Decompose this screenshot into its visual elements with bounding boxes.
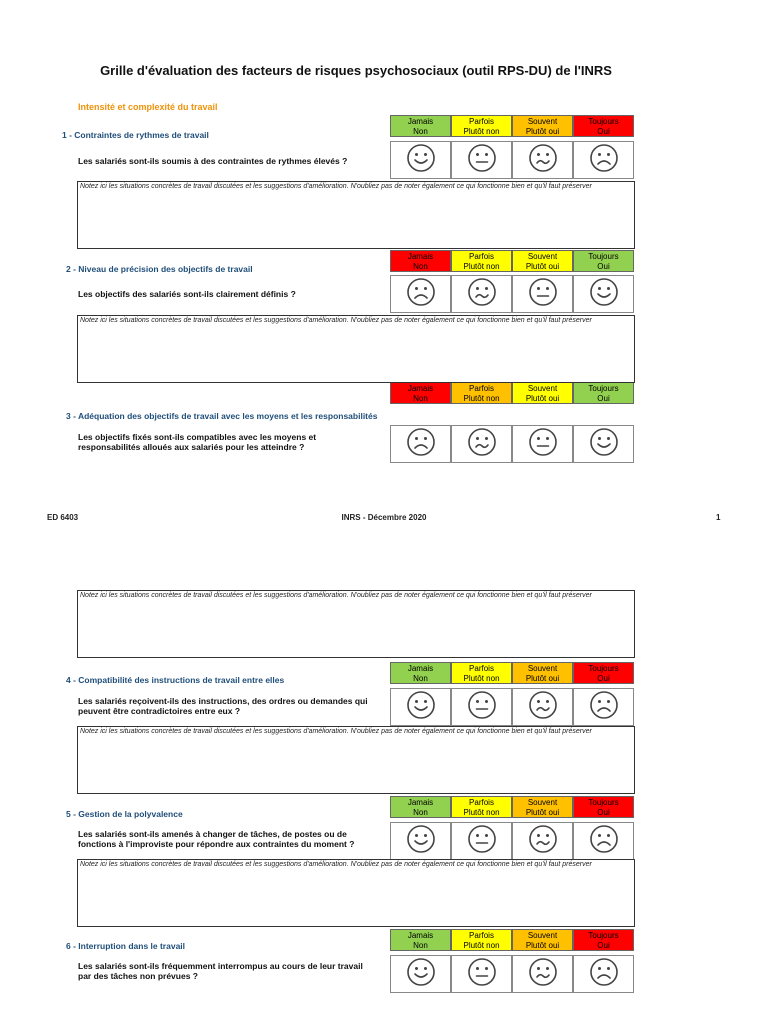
answer-option-1[interactable] <box>390 688 451 726</box>
answer-agreement-label: Non <box>413 127 428 136</box>
notes-textarea[interactable]: Notez ici les situations concrètes de travail discutées et les suggestions d'amélioration. N'oubliez pas de noter également ce qui fonctionne bien et qu'il faut préserver <box>77 590 635 658</box>
answer-frequency-label: Parfois <box>469 384 494 393</box>
question-text: Les salariés sont-ils amenés à changer de tâches, de postes ou de fonctions à l'improviste pour répondre aux contraintes du moment ? <box>78 829 355 849</box>
answer-header-1 <box>390 929 451 951</box>
notes-textarea[interactable]: Notez ici les situations concrètes de travail discutées et les suggestions d'amélioration. N'oubliez pas de noter également ce qui fonctionne bien et qu'il faut préserver <box>77 181 635 249</box>
answer-agreement-label: Non <box>413 808 428 817</box>
answer-option-2[interactable] <box>451 425 512 463</box>
answer-option-3[interactable] <box>512 141 573 179</box>
answer-frequency-label: Toujours <box>588 931 619 940</box>
answer-frequency-label: Souvent <box>527 664 558 673</box>
answer-frequency-label: Souvent <box>527 117 558 126</box>
sad-face-icon <box>406 427 436 462</box>
question-text: Les salariés sont-ils fréquemment interrompus au cours de leur travail par des tâches non prévues ? <box>78 961 363 981</box>
answer-header-4 <box>573 929 634 951</box>
answer-frequency-label: Toujours <box>588 117 619 126</box>
worried-face-icon <box>528 690 558 725</box>
answer-agreement-label: Non <box>413 394 428 403</box>
answer-option-1[interactable] <box>390 425 451 463</box>
answer-frequency-label: Jamais <box>407 117 434 126</box>
answer-header-4 <box>573 662 634 684</box>
answer-frequency-label: Souvent <box>527 252 558 261</box>
answer-header-3 <box>512 796 573 818</box>
answer-header-3 <box>512 662 573 684</box>
answer-option-3[interactable] <box>512 275 573 313</box>
answer-header-1 <box>390 796 451 818</box>
answer-option-4[interactable] <box>573 425 634 463</box>
answer-agreement-label: Oui <box>597 127 610 136</box>
answer-frequency-label: Toujours <box>588 664 619 673</box>
worried-face-icon <box>528 143 558 178</box>
answer-option-3[interactable] <box>512 425 573 463</box>
question-heading: 4 - Compatibilité des instructions de travail entre elles <box>66 675 285 685</box>
answer-frequency-label: Jamais <box>407 252 434 261</box>
answer-agreement-label: Plutôt non <box>463 808 500 817</box>
answer-header-2 <box>451 662 512 684</box>
answer-option-4[interactable] <box>573 688 634 726</box>
question-text: Les salariés reçoivent-ils des instructions, des ordres ou demandes qui peuvent être contradictoires entre eux ? <box>78 696 368 716</box>
neutral-face-icon <box>467 824 497 859</box>
answer-agreement-label: Plutôt oui <box>525 941 560 950</box>
notes-textarea[interactable]: Notez ici les situations concrètes de travail discutées et les suggestions d'amélioration. N'oubliez pas de noter également ce qui fonctionne bien et qu'il faut préserver <box>77 859 635 927</box>
answer-header-2 <box>451 250 512 272</box>
answer-agreement-label: Plutôt oui <box>525 808 560 817</box>
answer-agreement-label: Plutôt oui <box>525 262 560 271</box>
answer-header-2 <box>451 929 512 951</box>
answer-header-2 <box>451 115 512 137</box>
neutral-face-icon <box>528 427 558 462</box>
answer-frequency-label: Parfois <box>469 252 494 261</box>
question-text: Les salariés sont-ils soumis à des contraintes de rythmes élevés ? <box>78 156 348 166</box>
answer-frequency-label: Parfois <box>469 664 494 673</box>
question-heading: 5 - Gestion de la polyvalence <box>66 809 183 819</box>
worried-face-icon <box>467 427 497 462</box>
answer-option-4[interactable] <box>573 275 634 313</box>
question-text: Les objectifs fixés sont-ils compatibles avec les moyens et responsabilités alloués aux salariés pour les atteindre ? <box>78 432 317 452</box>
answer-agreement-label: Plutôt non <box>463 262 500 271</box>
answer-option-4[interactable] <box>573 955 634 993</box>
notes-textarea[interactable]: Notez ici les situations concrètes de travail discutées et les suggestions d'amélioration. N'oubliez pas de noter également ce qui fonctionne bien et qu'il faut préserver <box>77 315 635 383</box>
happy-face-icon <box>589 427 619 462</box>
answer-frequency-label: Parfois <box>469 798 494 807</box>
answer-header-4 <box>573 250 634 272</box>
answer-frequency-label: Toujours <box>588 798 619 807</box>
page-title: Grille d'évaluation des facteurs de risques psychosociaux (outil RPS-DU) de l'INRS <box>100 63 612 78</box>
answer-option-3[interactable] <box>512 822 573 860</box>
answer-header-1 <box>390 115 451 137</box>
answer-header-2 <box>451 796 512 818</box>
footer-page-number: 1 <box>716 513 721 522</box>
neutral-face-icon <box>467 690 497 725</box>
answer-header-4 <box>573 382 634 404</box>
answer-agreement-label: Oui <box>597 394 610 403</box>
answer-frequency-label: Parfois <box>469 117 494 126</box>
happy-face-icon <box>589 277 619 312</box>
answer-frequency-label: Souvent <box>527 798 558 807</box>
answer-option-2[interactable] <box>451 688 512 726</box>
footer-reference: ED 6403 <box>47 513 79 522</box>
happy-face-icon <box>406 143 436 178</box>
answer-header-1 <box>390 382 451 404</box>
answer-option-4[interactable] <box>573 141 634 179</box>
answer-header-4 <box>573 115 634 137</box>
notes-textarea[interactable]: Notez ici les situations concrètes de travail discutées et les suggestions d'amélioration. N'oubliez pas de noter également ce qui fonctionne bien et qu'il faut préserver <box>77 726 635 794</box>
answer-frequency-label: Souvent <box>527 931 558 940</box>
answer-agreement-label: Non <box>413 674 428 683</box>
answer-header-4 <box>573 796 634 818</box>
answer-option-1[interactable] <box>390 822 451 860</box>
question-heading: 2 - Niveau de précision des objectifs de travail <box>66 264 253 274</box>
answer-option-1[interactable] <box>390 275 451 313</box>
answer-header-3 <box>512 929 573 951</box>
sad-face-icon <box>589 143 619 178</box>
happy-face-icon <box>406 690 436 725</box>
answer-agreement-label: Oui <box>597 941 610 950</box>
answer-agreement-label: Plutôt non <box>463 394 500 403</box>
answer-header-2 <box>451 382 512 404</box>
question-heading: 1 - Contraintes de rythmes de travail <box>62 130 209 140</box>
answer-agreement-label: Plutôt non <box>463 674 500 683</box>
answer-option-2[interactable] <box>451 955 512 993</box>
answer-option-1[interactable] <box>390 955 451 993</box>
answer-header-3 <box>512 382 573 404</box>
happy-face-icon <box>406 957 436 992</box>
sad-face-icon <box>589 824 619 859</box>
happy-face-icon <box>406 824 436 859</box>
answer-option-3[interactable] <box>512 955 573 993</box>
answer-frequency-label: Toujours <box>588 384 619 393</box>
answer-agreement-label: Non <box>413 941 428 950</box>
answer-frequency-label: Jamais <box>407 384 434 393</box>
neutral-face-icon <box>467 143 497 178</box>
question-text: Les objectifs des salariés sont-ils clairement définis ? <box>78 289 296 299</box>
question-heading: 6 - Interruption dans le travail <box>66 941 186 951</box>
answer-agreement-label: Oui <box>597 808 610 817</box>
sad-face-icon <box>589 690 619 725</box>
answer-frequency-label: Jamais <box>407 798 434 807</box>
neutral-face-icon <box>528 277 558 312</box>
answer-option-2[interactable] <box>451 275 512 313</box>
answer-header-1 <box>390 662 451 684</box>
answer-agreement-label: Plutôt oui <box>525 394 560 403</box>
answer-option-2[interactable] <box>451 141 512 179</box>
sad-face-icon <box>406 277 436 312</box>
answer-frequency-label: Jamais <box>407 664 434 673</box>
worried-face-icon <box>528 824 558 859</box>
answer-frequency-label: Souvent <box>527 384 558 393</box>
footer-publisher: INRS - Décembre 2020 <box>341 513 427 522</box>
answer-agreement-label: Plutôt oui <box>525 127 560 136</box>
answer-header-3 <box>512 250 573 272</box>
neutral-face-icon <box>467 957 497 992</box>
answer-header-3 <box>512 115 573 137</box>
answer-frequency-label: Jamais <box>407 931 434 940</box>
answer-agreement-label: Oui <box>597 674 610 683</box>
answer-option-3[interactable] <box>512 688 573 726</box>
answer-agreement-label: Non <box>413 262 428 271</box>
answer-frequency-label: Toujours <box>588 252 619 261</box>
answer-option-1[interactable] <box>390 141 451 179</box>
answer-header-1 <box>390 250 451 272</box>
sad-face-icon <box>589 957 619 992</box>
answer-option-2[interactable] <box>451 822 512 860</box>
worried-face-icon <box>467 277 497 312</box>
worried-face-icon <box>528 957 558 992</box>
answer-agreement-label: Plutôt non <box>463 127 500 136</box>
category-heading: Intensité et complexité du travail <box>78 102 218 112</box>
answer-agreement-label: Plutôt oui <box>525 674 560 683</box>
answer-option-4[interactable] <box>573 822 634 860</box>
answer-frequency-label: Parfois <box>469 931 494 940</box>
answer-agreement-label: Oui <box>597 262 610 271</box>
answer-agreement-label: Plutôt non <box>463 941 500 950</box>
question-heading: 3 - Adéquation des objectifs de travail avec les moyens et les responsabilités <box>66 411 378 421</box>
